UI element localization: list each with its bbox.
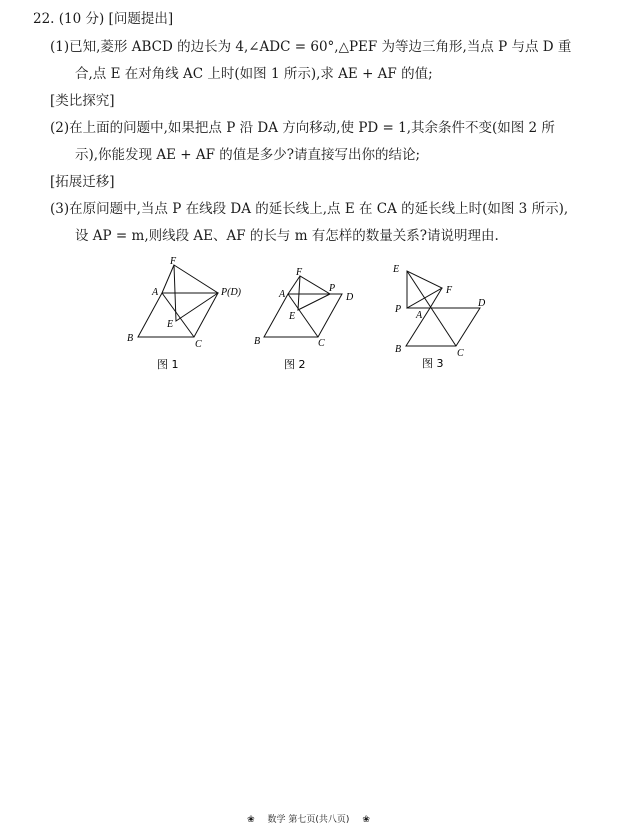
label-e: E: [167, 319, 174, 330]
section-analogy: [类比探究]: [50, 93, 115, 109]
triangle-pef: [407, 271, 442, 308]
figure-2: [252, 260, 372, 384]
part2-line1: (2)在上面的问题中,如果把点 P 沿 DA 方向移动,使 PD = 1,其余条件不变(如图 2 所: [50, 120, 555, 136]
footer-ornament-right: ❀: [362, 815, 370, 825]
segment-af: [288, 276, 300, 294]
label-b: B: [395, 344, 402, 355]
label-p: P: [395, 304, 402, 315]
figure-3-caption: 图 3: [422, 357, 444, 370]
figure-1-caption: 图 1: [157, 358, 179, 371]
figure-1-diagram: [118, 255, 261, 380]
label-c: C: [457, 348, 464, 359]
label-e: E: [289, 311, 296, 322]
label-b: B: [254, 336, 261, 347]
triangle-pef: [298, 276, 330, 310]
figure-3: [390, 258, 500, 382]
page-footer: [0, 812, 617, 825]
section-extension: [拓展迁移]: [50, 174, 115, 190]
footer-text: 数学 第七页(共八页): [267, 815, 350, 825]
label-d: D: [346, 292, 354, 303]
part1-line1: (1)已知,菱形 ABCD 的边长为 4,∠ADC = 60°,△PEF 为等边三角形,当点 P 与点 D 重: [50, 39, 572, 55]
part3-line2: 设 AP = m,则线段 AE、AF 的长与 m 有怎样的数量关系?请说明理由.: [75, 228, 499, 244]
part3-line1: (3)在原问题中,当点 P 在线段 DA 的延长线上,点 E 在 CA 的延长线上时(如图 3 所示),: [50, 201, 569, 217]
label-f: F: [170, 256, 177, 267]
figure-1: [118, 255, 261, 384]
label-e: E: [393, 264, 400, 275]
segment-af: [162, 265, 174, 293]
label-a: A: [416, 310, 423, 321]
label-p: P: [329, 283, 336, 294]
label-c: C: [318, 338, 325, 349]
part2-line2: 示),你能发现 AE + AF 的值是多少?请直接写出你的结论;: [75, 147, 421, 163]
label-f: F: [296, 267, 303, 278]
figure-2-caption: 图 2: [284, 358, 306, 371]
label-b: B: [127, 333, 134, 344]
diagonal-ac: [162, 293, 194, 337]
label-d: D: [478, 298, 486, 309]
figure-3-diagram: [390, 258, 500, 378]
problem-heading: 22. (10 分) [问题提出]: [33, 11, 174, 27]
label-a: A: [152, 287, 159, 298]
figure-2-diagram: [252, 260, 372, 380]
label-a: A: [279, 289, 286, 300]
label-f: F: [446, 285, 453, 296]
label-c: C: [195, 339, 202, 350]
label-p: P(D): [221, 287, 241, 298]
footer-ornament-left: ❀: [247, 815, 255, 825]
part1-line2: 合,点 E 在对角线 AC 上时(如图 1 所示),求 AE + AF 的值;: [75, 66, 433, 82]
